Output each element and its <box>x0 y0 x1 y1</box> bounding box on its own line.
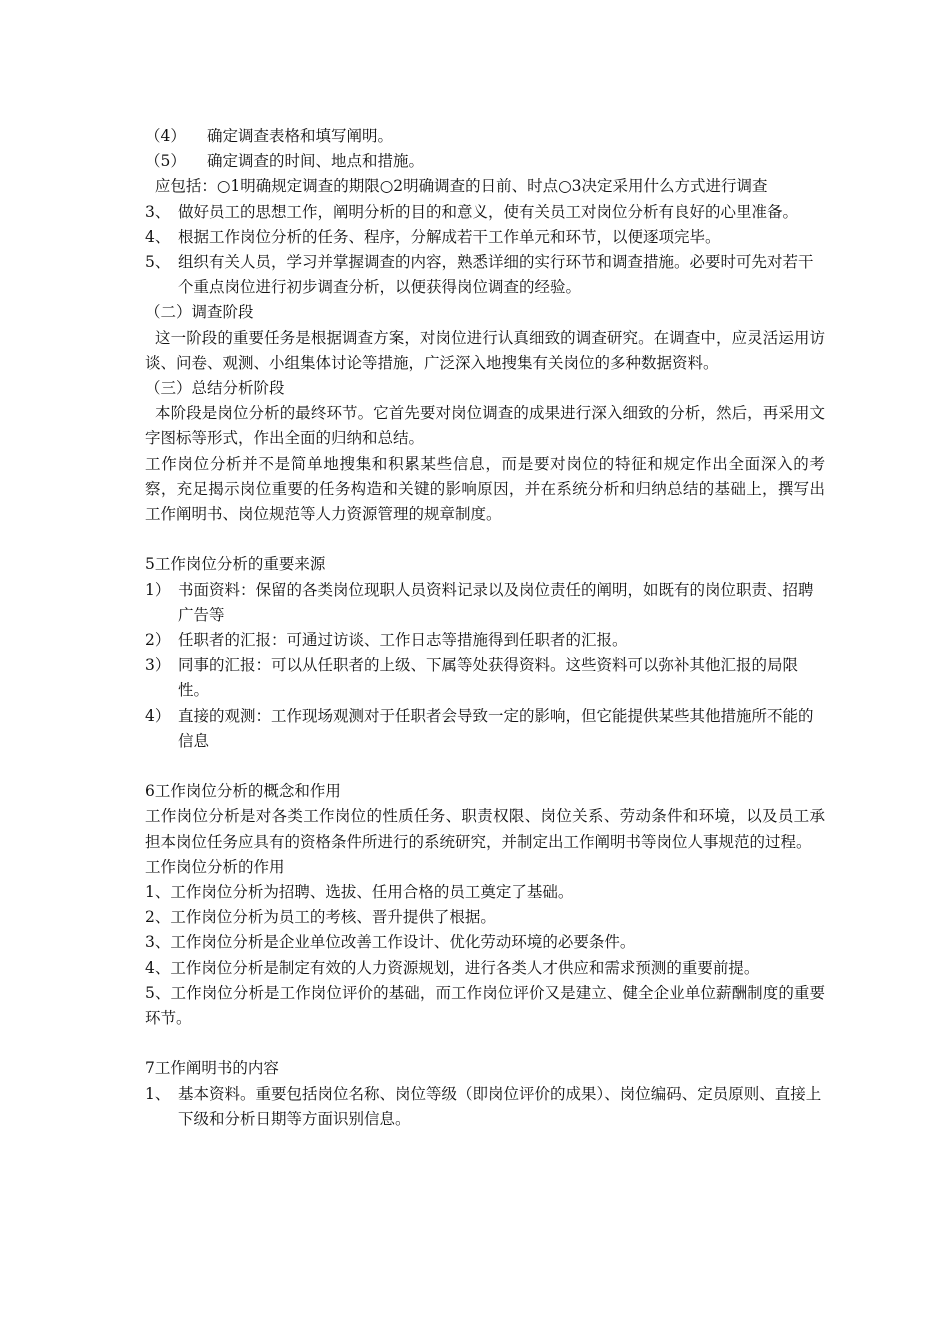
prep-include-paragraph: 应包括：○1明确规定调查的期限○2明确调查的日前、时点○3决定采用什么方式进行调查 <box>145 177 768 196</box>
section-5-item <box>145 578 825 628</box>
section-6-role: 5、工作岗位分析是工作岗位评价的基础，而工作岗位评价又是建立、健全企业单位薪酬制度的重要环节。 <box>145 983 825 1028</box>
list-text: 任职者的汇报：可通过访谈、工作日志等措施得到任职者的汇报。 <box>178 631 628 650</box>
section-7-title: 7工作阐明书的内容 <box>145 1059 279 1078</box>
list-text: 确定调查表格和填写阐明。 <box>207 127 394 145</box>
spacer <box>145 754 825 779</box>
prep-item-4 <box>145 124 825 149</box>
document-page <box>145 124 825 1132</box>
list-number: 3） <box>145 656 171 675</box>
section-7-item <box>145 1082 825 1132</box>
section-5-item <box>145 653 825 703</box>
list-number: 5、 <box>145 253 171 272</box>
list-text: 组织有关人员，学习并掌握调查的内容，熟悉详细的实行环节和调查措施。必要时可先对若干个重点岗位进行初步调查分析，以便获得岗位调查的经验。 <box>178 253 814 297</box>
list-text: 书面资料：保留的各类岗位现职人员资料记录以及岗位责任的阐明，如既有的岗位职责、招聘广告等 <box>178 580 814 624</box>
list-number: 4） <box>145 706 171 725</box>
section-6-definition: 工作岗位分析是对各类工作岗位的性质任务、职责权限、岗位关系、劳动条件和环境，以及员工承担本岗位任务应具有的资格条件所进行的系统研究，并制定出工作阐明书等岗位人事规范的过程。 <box>145 807 825 851</box>
list-text: 基本资料。重要包括岗位名称、岗位等级（即岗位评价的成果）、岗位编码、定员原则、直接上下级和分析日期等方面识别信息。 <box>178 1084 822 1128</box>
list-number: （4） <box>145 127 186 145</box>
list-number: 1） <box>145 580 171 599</box>
summary-paragraph: 本阶段是岗位分析的最终环节。它首先要对岗位调查的成果进行深入细致的分析，然后，再采用文字图标等形式，作出全面的归纳和总结。 <box>145 404 825 448</box>
section-6-role: 2、工作岗位分析为员工的考核、晋升提供了根据。 <box>145 908 496 927</box>
section-5-title: 5工作岗位分析的重要来源 <box>145 555 326 574</box>
prep-step-4 <box>145 225 825 250</box>
list-text: 直接的观测：工作现场观测对于任职者会导致一定的影响，但它能提供某些其他措施所不能的信息 <box>178 706 814 750</box>
list-text: 根据工作岗位分析的任务、程序，分解成若干工作单元和环节，以便逐项完毕。 <box>178 227 721 246</box>
prep-item-5 <box>145 149 825 174</box>
list-number: 2） <box>145 631 171 650</box>
section-6-role: 4、工作岗位分析是制定有效的人力资源规划，进行各类人才供应和需求预测的重要前提。 <box>145 958 760 977</box>
section-5-item <box>145 628 825 653</box>
list-text: 同事的汇报：可以从任职者的上级、下属等处获得资料。这些资料可以弥补其他汇报的局限性。 <box>178 656 799 700</box>
survey-paragraph: 这一阶段的重要任务是根据调查方案，对岗位进行认真细致的调查研究。在调查中，应灵活运用访谈、问卷、观测、小组集体讨论等措施，广泛深入地搜集有关岗位的多种数据资料。 <box>145 328 825 372</box>
summary-paragraph-2: 工作岗位分析并不是简单地搜集和积累某些信息，而是要对岗位的特征和规定作出全面深入的考察，充足揭示岗位重要的任务构造和关键的影响原因，并在系统分析和归纳总结的基础上，撰写出工作阐明书、岗位规范等人力资源管理的规章制度。 <box>145 454 825 524</box>
prep-step-3 <box>145 200 825 225</box>
prep-step-5 <box>145 250 825 300</box>
list-text: 做好员工的思想工作，阐明分析的目的和意义，使有关员工对岗位分析有良好的心里准备。 <box>178 202 799 221</box>
list-text: 确定调查的时间、地点和措施。 <box>207 152 425 171</box>
section-6-role-title: 工作岗位分析的作用 <box>145 857 285 876</box>
section-5-item <box>145 704 825 754</box>
list-number: 1、 <box>145 1084 171 1103</box>
section-6-title: 6工作岗位分析的概念和作用 <box>145 782 341 801</box>
spacer <box>145 527 825 552</box>
section-6-role: 1、工作岗位分析为招聘、选拔、任用合格的员工奠定了基础。 <box>145 883 574 902</box>
list-number: 4、 <box>145 227 171 246</box>
survey-heading: （二）调查阶段 <box>145 303 254 322</box>
spacer <box>145 1031 825 1056</box>
list-number: （5） <box>145 152 186 171</box>
list-number: 3、 <box>145 202 171 221</box>
summary-heading: （三）总结分析阶段 <box>145 379 285 398</box>
section-6-role: 3、工作岗位分析是企业单位改善工作设计、优化劳动环境的必要条件。 <box>145 933 636 952</box>
